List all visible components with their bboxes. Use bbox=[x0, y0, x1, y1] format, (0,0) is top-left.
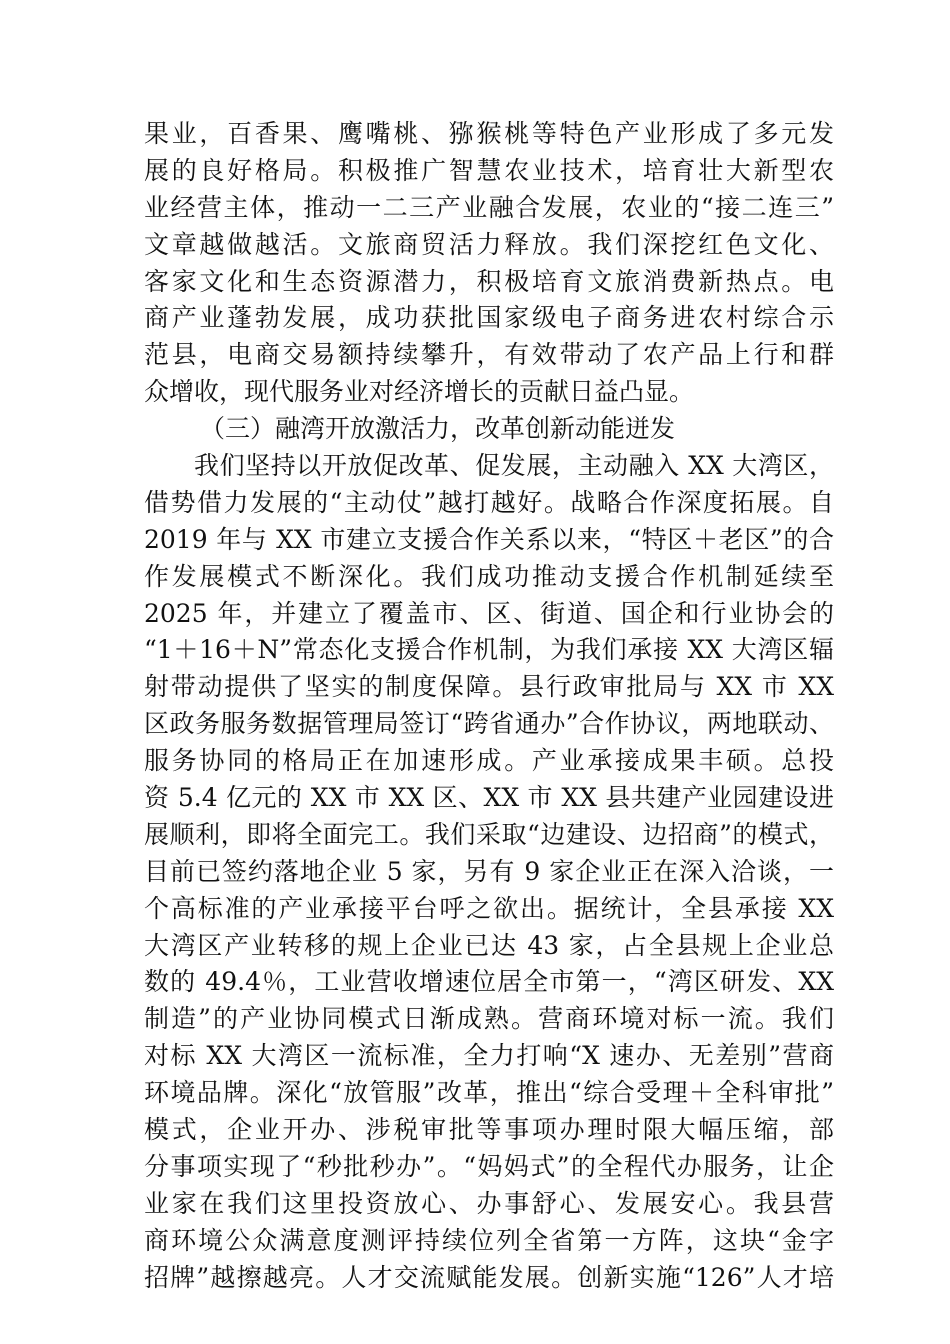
paragraph-line: 服务协同的格局正在加速形成。产业承接成果丰硕。总投 bbox=[144, 746, 834, 776]
paragraph-line: 众增收，现代服务业对经济增长的贡献日益凸显。 bbox=[144, 377, 695, 407]
paragraph-line: 2019 年与 XX 市建立支援合作关系以来，“特区＋老区”的合 bbox=[144, 524, 834, 554]
paragraph-line: 招牌”越擦越亮。人才交流赋能发展。创新实施“126”人才培 bbox=[144, 1262, 834, 1292]
paragraph-line: 射带动提供了坚实的制度保障。县行政审批局与 XX 市 XX bbox=[144, 672, 834, 702]
paragraph-line: 作发展模式不断深化。我们成功推动支援合作机制延续至 bbox=[144, 561, 834, 591]
paragraph-line: 区政务服务数据管理局签订“跨省通办”合作协议，两地联动、 bbox=[144, 709, 834, 739]
paragraph-line: 范县，电商交易额持续攀升，有效带动了农产品上行和群 bbox=[144, 340, 834, 370]
paragraph-line: 业家在我们这里投资放心、办事舒心、发展安心。我县营 bbox=[144, 1188, 834, 1218]
paragraph-line: 果业，百香果、鹰嘴桃、猕猴桃等特色产业形成了多元发 bbox=[144, 119, 834, 148]
paragraph-line: 分事项实现了“秒批秒办”。“妈妈式”的全程代办服务，让企 bbox=[144, 1151, 834, 1181]
paragraph-line: 资 5.4 亿元的 XX 市 XX 区、XX 市 XX 县共建产业园建设进 bbox=[144, 783, 834, 813]
paragraph-line: 对标 XX 大湾区一流标准，全力打响“X 速办、无差别”营商 bbox=[144, 1041, 834, 1071]
paragraph-line: “1＋16＋N”常态化支援合作机制，为我们承接 XX 大湾区辐 bbox=[144, 635, 834, 665]
paragraph-line: 数的 49.4％，工业营收增速位居全市第一，“湾区研发、XX bbox=[144, 967, 834, 997]
paragraph-line: 客家文化和生态资源潜力，积极培育文旅消费新热点。电 bbox=[144, 266, 834, 296]
paragraph-line: 商环境公众满意度测评持续位列全省第一方阵，这块“金字 bbox=[144, 1225, 834, 1255]
paragraph-line: 2025 年，并建立了覆盖市、区、街道、国企和行业协会的 bbox=[144, 598, 834, 628]
paragraph-line: 业经营主体，推动一二三产业融合发展，农业的“接二连三” bbox=[144, 192, 834, 222]
document-body bbox=[144, 116, 834, 1297]
paragraph-line: 环境品牌。深化“放管服”改革，推出“综合受理＋全科审批” bbox=[144, 1078, 834, 1108]
paragraph-line: 借势借力发展的“主动仗”越打越好。战略合作深度拓展。自 bbox=[144, 487, 834, 517]
paragraph-line: 文章越做越活。文旅商贸活力释放。我们深挖红色文化、 bbox=[144, 229, 834, 259]
paragraph-line: 商产业蓬勃发展，成功获批国家级电子商务进农村综合示 bbox=[144, 303, 834, 333]
paragraph-line: 展顺利，即将全面完工。我们采取“边建设、边招商”的模式， bbox=[144, 819, 834, 849]
paragraph-line: 目前已签约落地企业 5 家，另有 9 家企业正在深入洽谈，一 bbox=[144, 856, 834, 886]
paragraph-line: 制造”的产业协同模式日渐成熟。营商环境对标一流。我们 bbox=[144, 1004, 834, 1034]
paragraph-line: 我们坚持以开放促改革、促发展，主动融入 XX 大湾区， bbox=[194, 451, 834, 481]
paragraph-line: 模式，企业开办、涉税审批等事项办理时限大幅压缩，部 bbox=[144, 1115, 834, 1145]
paragraph-line: 展的良好格局。积极推广智慧农业技术，培育壮大新型农 bbox=[144, 155, 834, 185]
section-heading: （三）融湾开放激活力，改革创新动能迸发 bbox=[200, 414, 676, 444]
paragraph-line: 大湾区产业转移的规上企业已达 43 家，占全县规上企业总 bbox=[144, 930, 834, 960]
paragraph-line: 个高标准的产业承接平台呼之欲出。据统计，全县承接 XX bbox=[144, 893, 834, 923]
